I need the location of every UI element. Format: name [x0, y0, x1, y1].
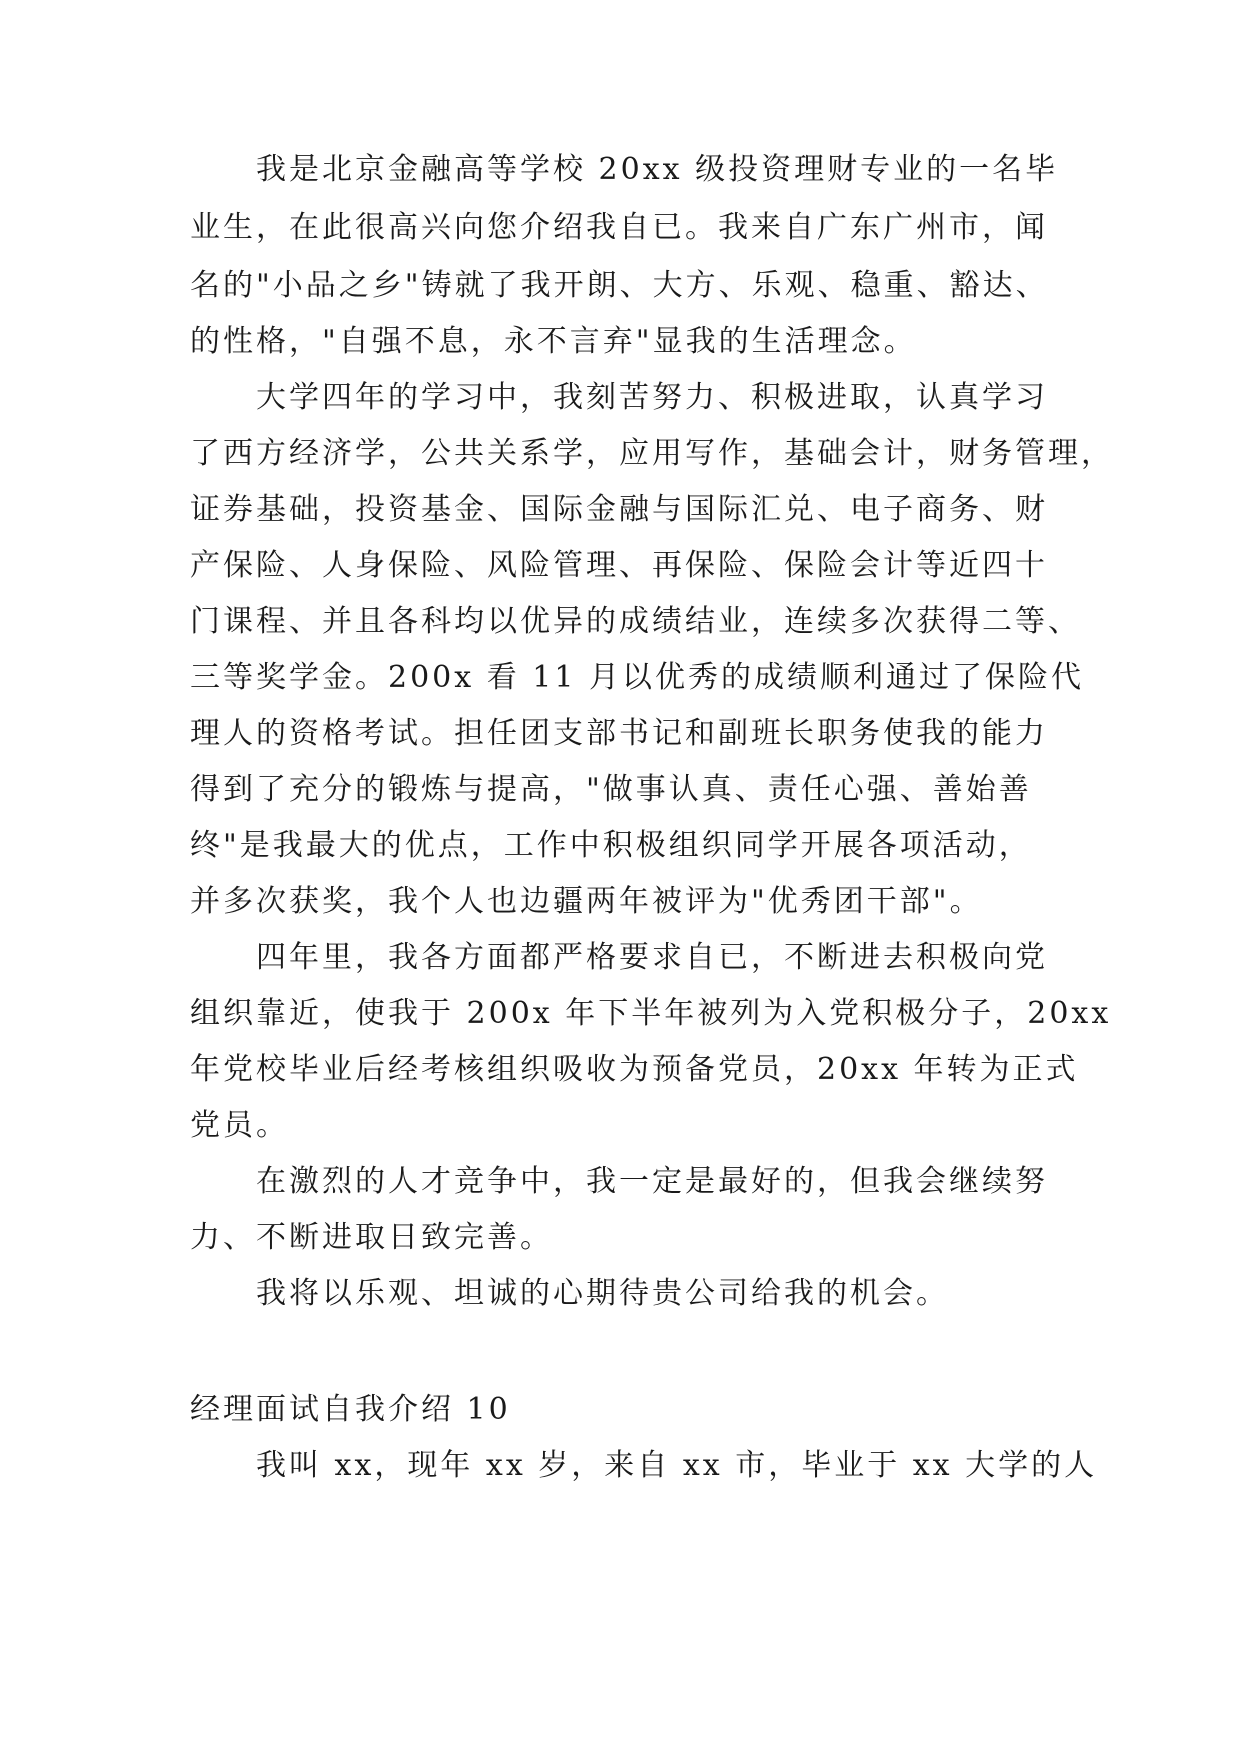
- text-line: 业生，在此很高兴向您介绍我自已。我来自广东广州市，闻: [190, 210, 1048, 245]
- text-line: 我将以乐观、坦诚的心期待贵公司给我的机会。: [256, 1276, 949, 1311]
- text-line: 党员。: [190, 1108, 289, 1143]
- text-line: 在激烈的人才竞争中，我一定是最好的，但我会继续努: [256, 1164, 1048, 1199]
- text-line: 证券基础，投资基金、国际金融与国际汇兑、电子商务、财: [190, 492, 1048, 527]
- text-line: 门课程、并且各科均以优异的成绩结业，连续多次获得二等、: [190, 604, 1081, 639]
- text-line: 四年里，我各方面都严格要求自已，不断进去积极向党: [256, 940, 1048, 975]
- text-line: 了西方经济学，公共关系学，应用写作，基础会计，财务管理，: [190, 436, 1114, 471]
- text-line: 得到了充分的锻炼与提高，"做事认真、责任心强、善始善: [190, 772, 1032, 807]
- section-heading: 经理面试自我介绍 10: [190, 1392, 511, 1427]
- text-line: 组织靠近，使我于 200x 年下半年被列为入党积极分子，20xx: [190, 996, 1112, 1031]
- text-line: 我叫 xx，现年 xx 岁，来自 xx 市，毕业于 xx 大学的人: [256, 1448, 1098, 1483]
- text-line: 终"是我最大的优点，工作中积极组织同学开展各项活动，: [190, 828, 1032, 863]
- text-line: 年党校毕业后经考核组织吸收为预备党员，20xx 年转为正式: [190, 1052, 1079, 1087]
- text-line: 力、不断进取日致完善。: [190, 1220, 553, 1255]
- text-line: 大学四年的学习中，我刻苦努力、积极进取，认真学习: [256, 380, 1048, 415]
- text-line: 三等奖学金。200x 看 11 月以优秀的成绩顺利通过了保险代: [190, 660, 1084, 695]
- text-line: 产保险、人身保险、风险管理、再保险、保险会计等近四十: [190, 548, 1048, 583]
- text-line: 理人的资格考试。担任团支部书记和副班长职务使我的能力: [190, 716, 1048, 751]
- text-line: 名的"小品之乡"铸就了我开朗、大方、乐观、稳重、豁达、: [190, 268, 1049, 303]
- text-line: 并多次获奖，我个人也边疆两年被评为"优秀团干部"。: [190, 884, 983, 919]
- text-line: 我是北京金融高等学校 20xx 级投资理财专业的一名毕: [256, 152, 1059, 187]
- text-line: 的性格，"自强不息，永不言弃"显我的生活理念。: [190, 324, 917, 359]
